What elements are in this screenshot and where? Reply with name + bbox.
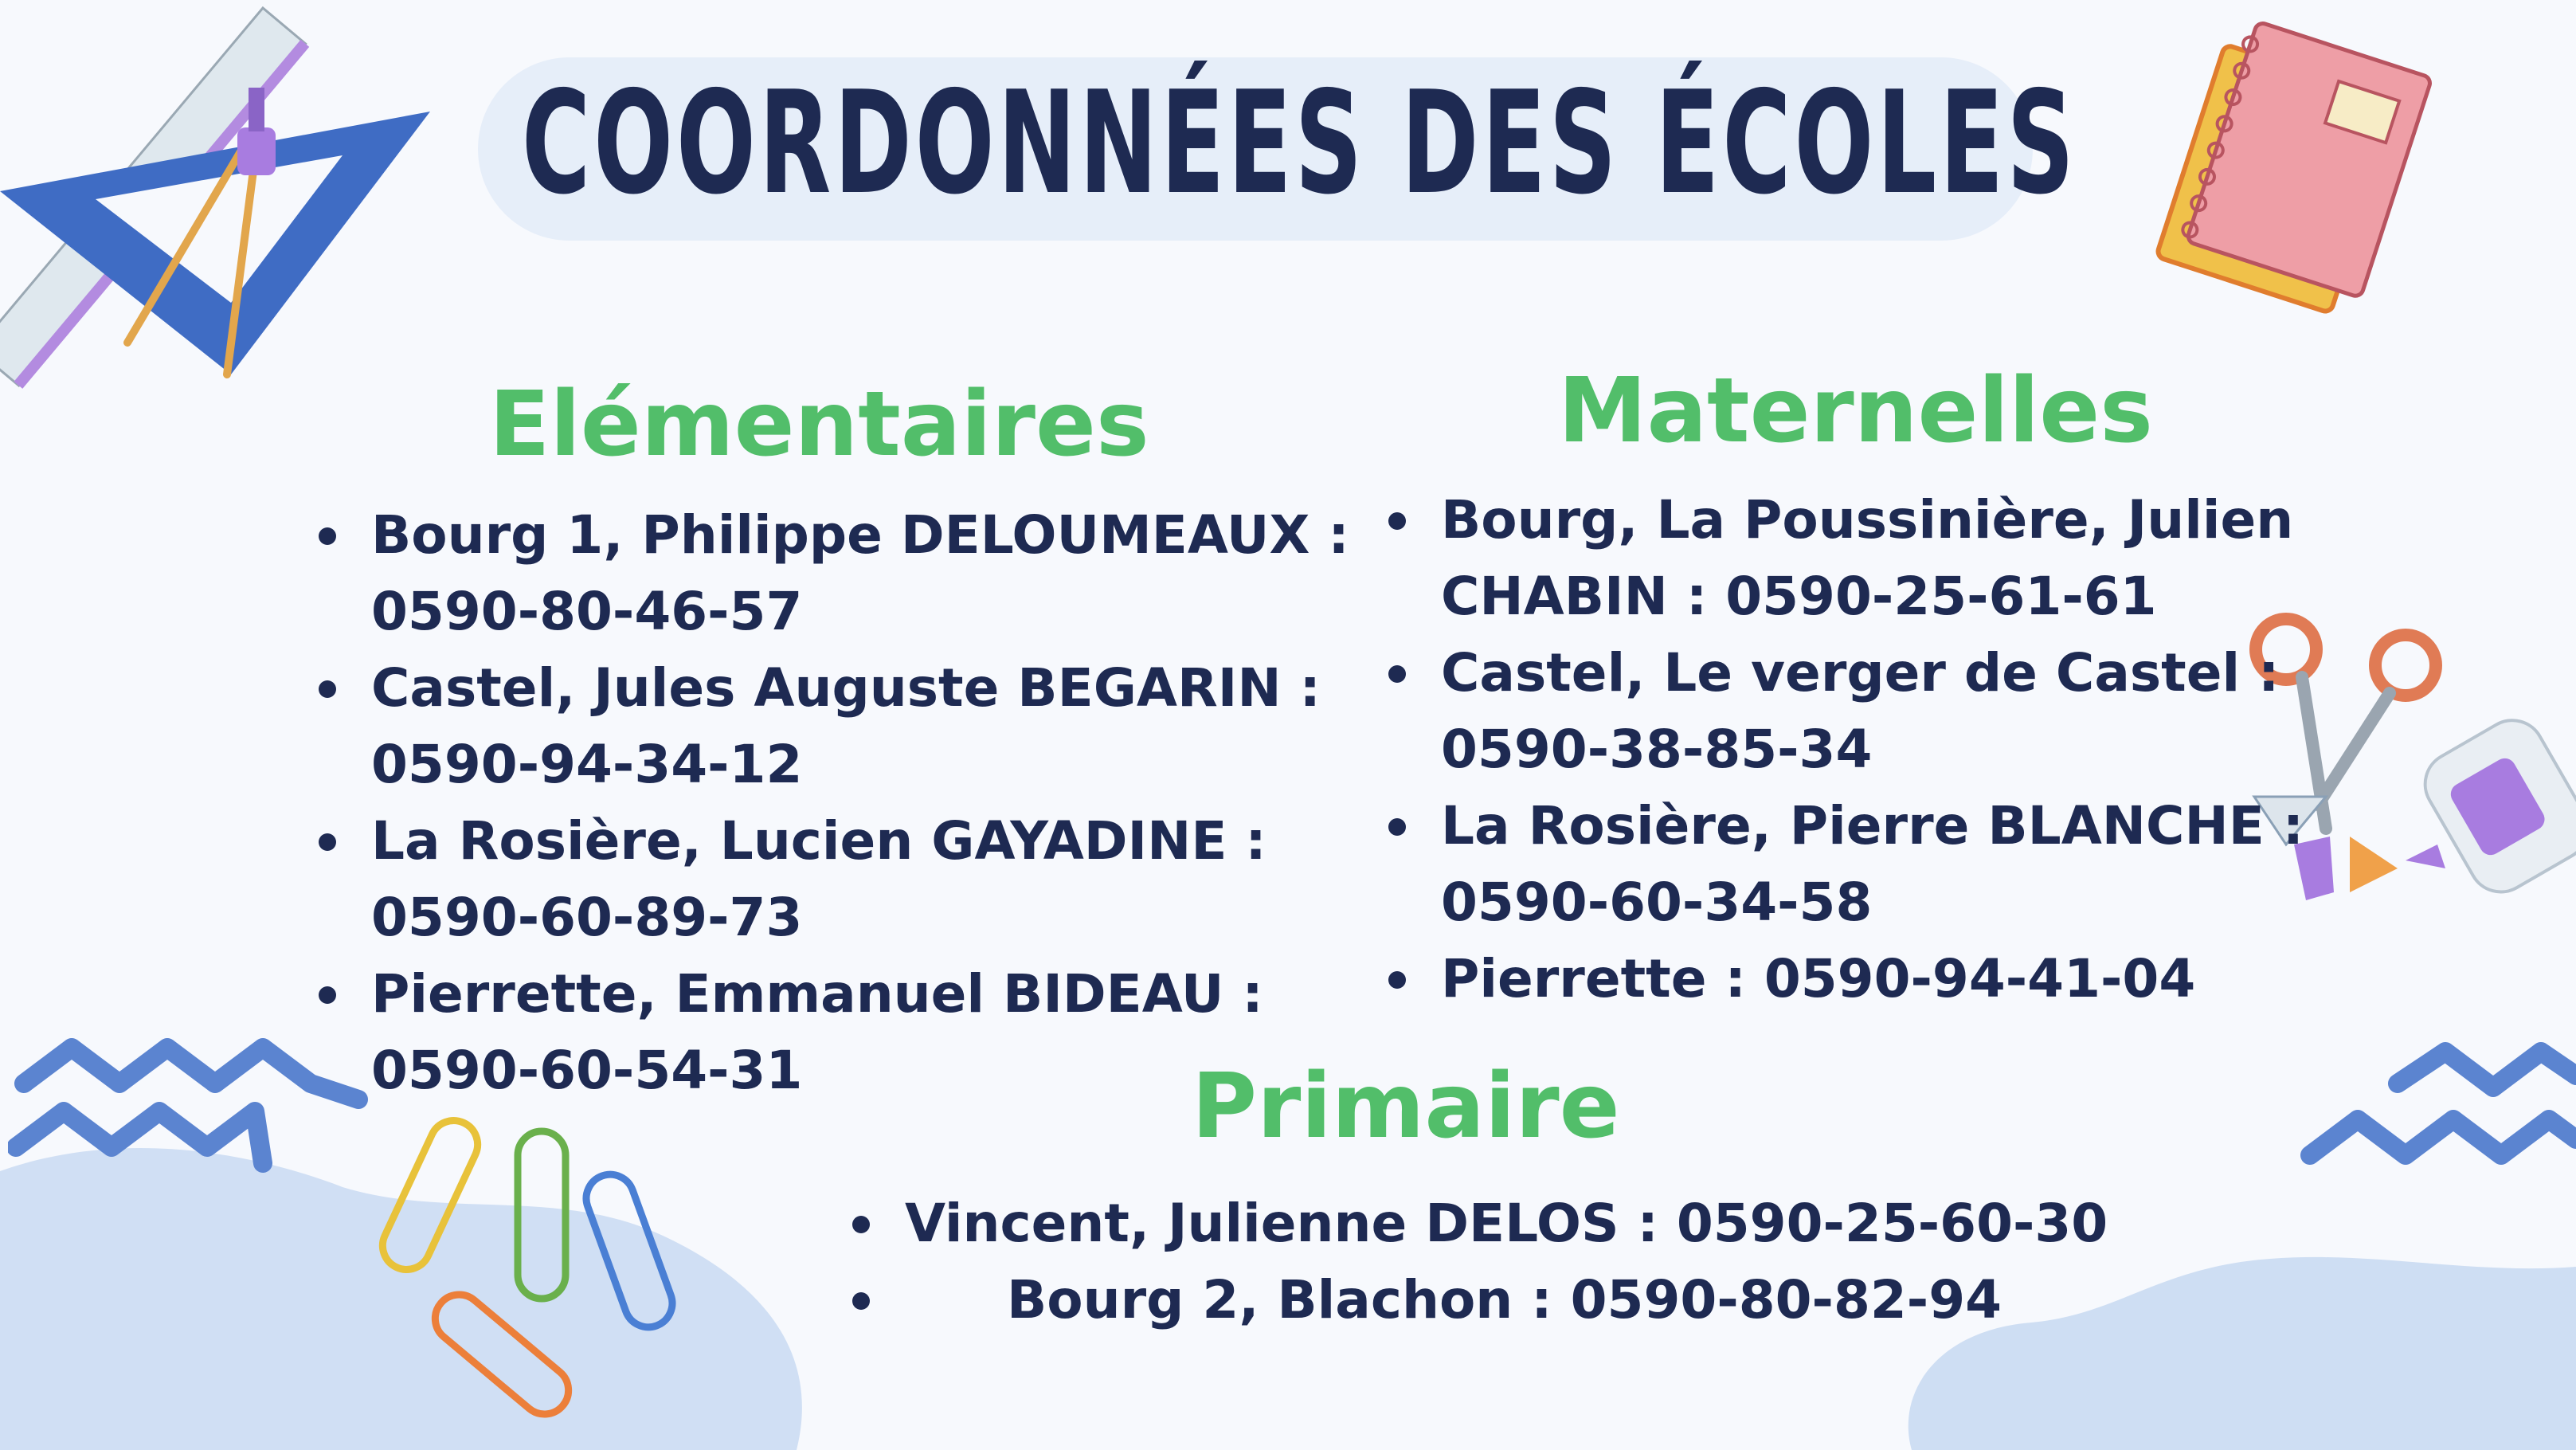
list-item [852, 1185, 2108, 1262]
heading-elementaires: Elémentaires [489, 373, 1149, 476]
school-phone: 0590-60-54-31 [371, 1040, 803, 1101]
paper-clips-icon [358, 1107, 741, 1450]
school-name: Bourg, La Poussinière, Julien [1441, 489, 2294, 551]
list-item [852, 1262, 2108, 1338]
page-title: COORDONNÉES DES ÉCOLES [522, 61, 2077, 225]
school-contact: Bourg 2, Blachon : 0590-80-82-94 [1007, 1269, 2002, 1330]
school-phone: 0590-38-85-34 [1441, 719, 1873, 780]
list-item [1388, 941, 2304, 1017]
heading-primaire: Primaire [1192, 1055, 1620, 1158]
list-item [1388, 635, 2304, 788]
school-name: La Rosière, Lucien GAYADINE : [371, 810, 1266, 872]
school-name: Castel, Jules Auguste BEGARIN : [371, 657, 1321, 719]
heading-maternelles: Maternelles [1558, 359, 2153, 463]
list-item [319, 803, 1349, 956]
list-item [1388, 788, 2304, 941]
list-primaire [852, 1185, 2108, 1338]
glue-bottle-icon [2406, 709, 2576, 904]
notebook-icon [2135, 8, 2453, 327]
list-maternelles [1388, 482, 2304, 1017]
school-name: Pierrette, Emmanuel BIDEAU : [371, 963, 1263, 1025]
school-name: Castel, Le verger de Castel : [1441, 642, 2280, 703]
school-name: Bourg 1, Philippe DELOUMEAUX : [371, 504, 1349, 566]
school-phone: 0590-60-89-73 [371, 887, 803, 948]
school-phone: 0590-80-46-57 [371, 581, 803, 642]
list-elementaires [319, 497, 1349, 1109]
school-phone: 0590-60-34-58 [1441, 872, 1873, 933]
list-item [319, 650, 1349, 803]
school-contact: Pierrette : 0590-94-41-04 [1441, 948, 2196, 1009]
school-contact: Vincent, Julienne DELOS : 0590-25-60-30 [905, 1193, 2108, 1254]
ruler-icon [0, 0, 446, 390]
school-phone: 0590-94-34-12 [371, 734, 803, 795]
list-item [319, 497, 1349, 650]
zigzag-wave-icon-right [2294, 1036, 2576, 1195]
list-item [1388, 482, 2304, 635]
school-name: La Rosière, Pierre BLANCHE : [1441, 795, 2304, 856]
school-phone: CHABIN : 0590-25-61-61 [1441, 566, 2157, 627]
